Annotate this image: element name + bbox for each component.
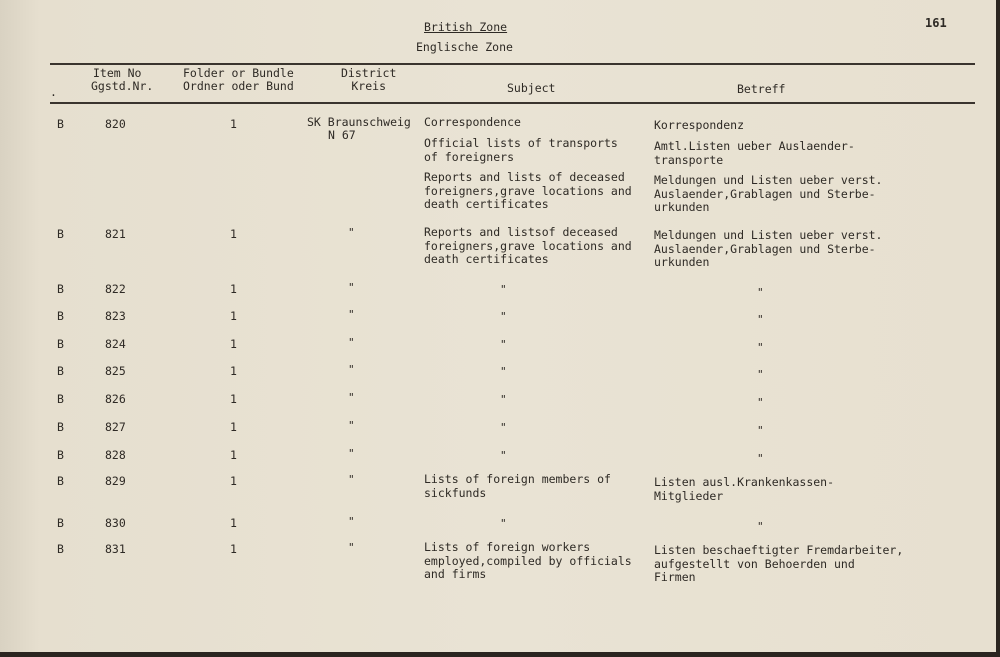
- subject-ditto: ": [500, 449, 507, 462]
- subject-line: Lists of foreign members of: [424, 472, 611, 486]
- betreff-line: Amtl.Listen ueber Auslaender-: [654, 139, 855, 153]
- district-name: SK Braunschweig: [307, 115, 411, 129]
- betreff-ditto: ": [757, 286, 764, 299]
- folder-number: 1: [230, 448, 237, 462]
- row-mark: B: [57, 542, 64, 556]
- column-header-subject: Subject: [507, 81, 556, 95]
- district-name: N 67: [328, 128, 356, 142]
- betreff-ditto: ": [757, 424, 764, 437]
- betreff-line: Meldungen und Listen ueber verst.: [654, 173, 883, 187]
- item-number: 823: [105, 309, 126, 323]
- subject-line: Reports and listsof deceased: [424, 225, 618, 239]
- folder-number: 1: [230, 392, 237, 406]
- row-mark: B: [57, 516, 64, 530]
- row-mark: B: [57, 448, 64, 462]
- folder-number: 1: [230, 542, 237, 556]
- district-ditto: ": [348, 515, 355, 528]
- item-number: 831: [105, 542, 126, 556]
- betreff-ditto: ": [757, 520, 764, 533]
- district-ditto: ": [348, 419, 355, 432]
- betreff-line: aufgestellt von Behoerden und: [654, 556, 855, 571]
- row-mark: B: [57, 420, 64, 434]
- subject-ditto: ": [500, 393, 507, 406]
- column-header-district: District Kreis: [341, 66, 397, 93]
- item-number: 821: [105, 227, 126, 241]
- item-number: 820: [105, 117, 126, 131]
- row-mark: B: [57, 282, 64, 296]
- row-mark: B: [57, 117, 64, 131]
- subject-ditto: ": [500, 517, 507, 530]
- folder-number: 1: [230, 117, 237, 131]
- row-mark: B: [57, 227, 64, 241]
- betreff-ditto: ": [757, 313, 764, 326]
- betreff-line: Listen ausl.Krankenkassen-: [654, 475, 835, 489]
- row-mark: B: [57, 392, 64, 406]
- betreff-line: Listen beschaeftigter Fremdarbeiter,: [654, 543, 904, 557]
- district-ditto: ": [348, 391, 355, 404]
- subject-ditto: ": [500, 421, 507, 434]
- subject-line: and firms: [424, 567, 487, 581]
- folder-number: 1: [230, 337, 237, 351]
- district-ditto: ": [348, 473, 355, 486]
- subject-line: Lists of foreign workers: [424, 540, 591, 554]
- subject-ditto: ": [500, 283, 507, 296]
- subject-ditto: ": [500, 310, 507, 323]
- item-number: 830: [105, 516, 126, 530]
- betreff-line: Firmen: [654, 570, 696, 584]
- folder-number: 1: [230, 282, 237, 296]
- district-ditto: ": [348, 226, 355, 239]
- folder-number: 1: [230, 474, 237, 488]
- betreff-line: Korrespondenz: [654, 118, 745, 132]
- betreff-line: urkunden: [654, 255, 710, 269]
- betreff-line: Meldungen und Listen ueber verst.: [654, 228, 883, 242]
- folder-number: 1: [230, 364, 237, 378]
- subject-line: death certificates: [424, 197, 549, 211]
- betreff-line: Mitglieder: [654, 488, 724, 503]
- folder-number: 1: [230, 309, 237, 323]
- betreff-ditto: ": [757, 368, 764, 381]
- district-ditto: ": [348, 336, 355, 349]
- subject-line: of foreigners: [424, 149, 515, 164]
- district-ditto: ": [348, 541, 355, 554]
- betreff-line: transporte: [654, 152, 724, 167]
- betreff-line: urkunden: [654, 200, 710, 214]
- page-number: 161: [925, 16, 947, 30]
- betreff-ditto: ": [757, 396, 764, 409]
- item-number: 825: [105, 364, 126, 378]
- subject-line: foreigners,grave locations and: [424, 183, 632, 198]
- item-number: 829: [105, 474, 126, 488]
- item-number: 828: [105, 448, 126, 462]
- zone-title-german: Englische Zone: [416, 40, 513, 54]
- subject-line: foreigners,grave locations and: [424, 238, 632, 253]
- column-header-betreff: Betreff: [737, 82, 786, 96]
- column-header-item: Item No Ggstd.Nr.: [91, 66, 154, 93]
- betreff-line: Auslaender,Grablagen und Sterbe-: [654, 241, 876, 256]
- betreff-ditto: ": [757, 341, 764, 354]
- header-mark: .: [50, 85, 57, 99]
- row-mark: B: [57, 364, 64, 378]
- subject-line: sickfunds: [424, 485, 487, 500]
- subject-line: employed,compiled by officials: [424, 553, 632, 568]
- folder-number: 1: [230, 516, 237, 530]
- item-number: 827: [105, 420, 126, 434]
- subject-ditto: ": [500, 338, 507, 351]
- district-ditto: ": [348, 363, 355, 376]
- item-number: 824: [105, 337, 126, 351]
- district-ditto: ": [348, 447, 355, 460]
- item-number: 826: [105, 392, 126, 406]
- item-number: 822: [105, 282, 126, 296]
- table-top-rule: [50, 63, 975, 65]
- row-mark: B: [57, 337, 64, 351]
- district-ditto: ": [348, 281, 355, 294]
- row-mark: B: [57, 309, 64, 323]
- row-mark: B: [57, 474, 64, 488]
- folder-number: 1: [230, 420, 237, 434]
- subject-line: Reports and lists of deceased: [424, 170, 625, 184]
- zone-title-english: British Zone: [424, 20, 508, 34]
- table-header-rule: [50, 102, 975, 104]
- column-header-folder: Folder or Bundle Ordner oder Bund: [183, 66, 294, 93]
- district-ditto: ": [348, 308, 355, 321]
- betreff-ditto: ": [757, 452, 764, 465]
- betreff-line: Auslaender,Grablagen und Sterbe-: [654, 186, 876, 201]
- subject-line: death certificates: [424, 252, 549, 266]
- folder-number: 1: [230, 227, 237, 241]
- subject-ditto: ": [500, 365, 507, 378]
- subject-line: Official lists of transports: [424, 136, 618, 150]
- subject-line: Correspondence: [424, 115, 521, 129]
